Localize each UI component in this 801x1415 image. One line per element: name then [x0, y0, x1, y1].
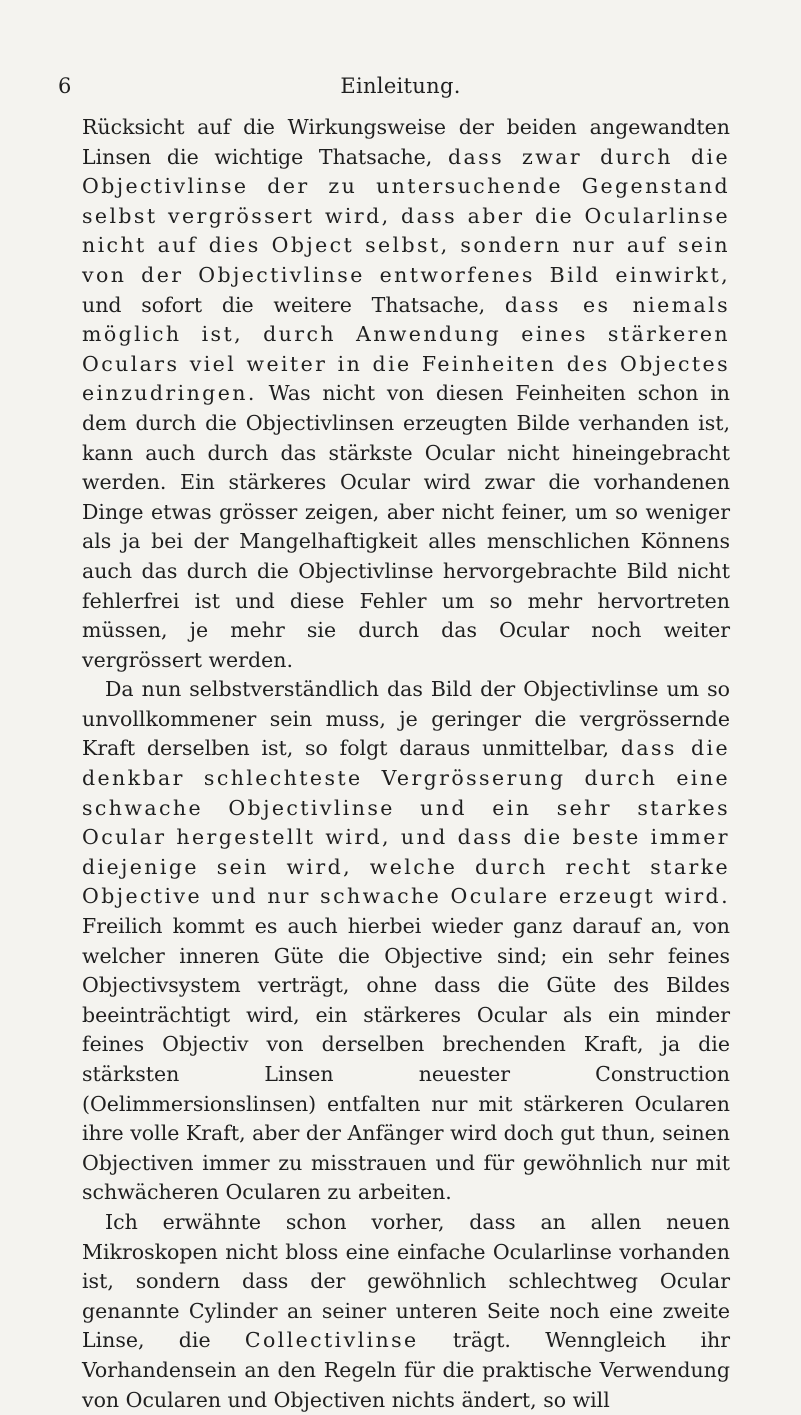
page-header — [0, 74, 801, 104]
paragraph-2 — [82, 675, 730, 1208]
spaced-emphasis: dass die denkbar schlechteste Vergrösserung durch eine schwache Objectivlinse und ein sehr starkes Ocular hergestellt wird, und dass die beste immer diejenige sein wird, welche durch recht starke Objective und nur schwache Oculare erzeugt wird. — [82, 736, 730, 909]
text-segment: Freilich kommt es auch hierbei wieder ganz darauf an, von welcher inneren Güte die Objective sind; ein sehr feines Objectivsystem verträgt, ohne dass die Güte des Bildes beeinträchtigt wird, ein stärkeres Ocular als ein minder feines Objectiv von derselben brechenden Kraft, ja die stärksten Linsen neuester Construction (Oelimmersionslinsen) entfalten nur mit stärkeren Ocularen ihre volle Kraft, aber der Anfänger wird doch gut thun, seinen Objectiven immer zu misstrauen und für gewöhnlich nur mit schwächeren Ocularen zu arbeiten. — [82, 914, 730, 1205]
text-segment: Was nicht von diesen Feinheiten schon in dem durch die Objectivlinsen erzeugten Bilde verhanden ist, kann auch durch das stärkste Ocular nicht hineingebracht werden. Ein stärkeres Ocular wird zwar die vorhandenen Dinge etwas grösser zeigen, aber nicht feiner, um so weniger als ja bei der Mangelhaftigkeit alles menschlichen Könnens auch das durch die Objectivlinse hervorgebrachte Bild nicht fehlerfrei ist und diese Fehler um so mehr hervortreten müssen, je mehr sie durch das Ocular noch weiter vergrössert werden. — [82, 381, 730, 672]
paragraph-3 — [82, 1208, 730, 1415]
text-segment: Ich erwähnte schon vorher, dass an allen neuen Mikroskopen nicht bloss eine einfache Ocularlinse vorhanden ist, sondern dass der gewöhnlich schlechtweg Ocular genannte Cylinder an seiner unteren Seite noch eine zweite Linse, die — [82, 1209, 730, 1353]
page-number: 6 — [58, 74, 72, 98]
spaced-emphasis: dass zwar durch die Objectivlinse der zu untersuchende Gegenstand selbst vergrössert wird, dass aber die Ocularlinse nicht auf dies Object selbst, sondern nur auf sein von der Objectivlinse entworfenes Bild einwirkt, — [82, 144, 730, 287]
text-segment: trägt. Wenngleich ihr Vorhandensein an den Regeln für die praktische Verwendung von Ocularen und Objectiven nichts ändert, so will — [82, 1328, 730, 1412]
running-title: Einleitung. — [340, 74, 461, 98]
text-segment: und sofort die weitere Thatsache, — [82, 292, 505, 317]
body-text — [82, 113, 730, 1415]
text-segment: Rücksicht auf die Wirkungsweise der beiden angewandten Linsen die wichtige Thatsache, — [82, 115, 730, 169]
spaced-emphasis: Collectivlinse — [244, 1328, 419, 1353]
text-segment: Da nun selbstverständlich das Bild der Objectivlinse um so unvollkommener sein muss, je geringer die vergrössernde Kraft derselben ist, so folgt daraus unmittelbar, — [82, 677, 730, 761]
paragraph-1 — [82, 113, 730, 675]
spaced-emphasis: dass es niemals möglich ist, durch Anwendung eines stärkeren Oculars viel weiter in die Feinheiten des Objectes einzudringen. — [82, 292, 730, 406]
